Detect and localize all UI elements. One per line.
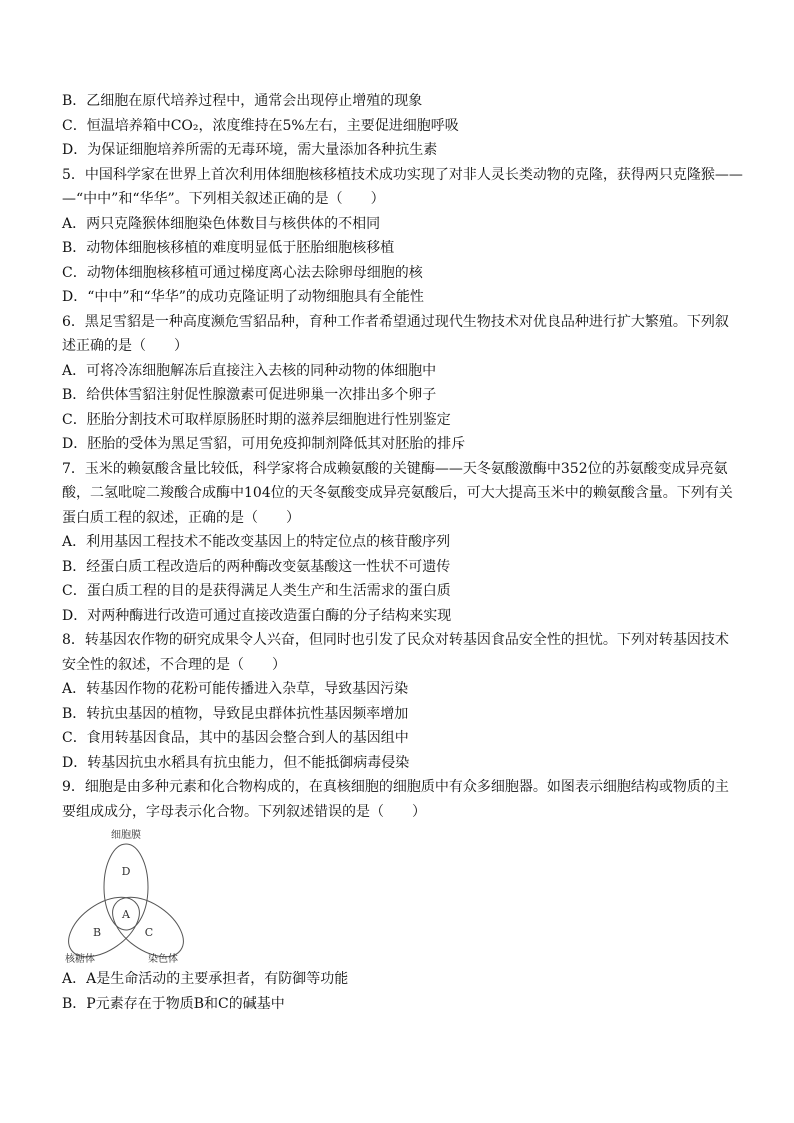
text-line: C．蛋白质工程的目的是获得满足人类生产和生活需求的蛋白质 — [62, 583, 451, 599]
question-text-block — [62, 89, 743, 824]
text-line: A．利用基因工程技术不能改变基因上的特定位点的核苷酸序列 — [62, 534, 451, 550]
text-line: 蛋白质工程的叙述，正确的是（ ） — [62, 509, 300, 526]
text-line: C．胚胎分割技术可取样原肠胚时期的滋养层细胞进行性别鉴定 — [62, 411, 451, 428]
text-line: C．动物体细胞核移植可通过梯度离心法去除卵母细胞的核 — [62, 264, 423, 281]
label-chromosome: 染色体 — [148, 954, 178, 965]
text-line: B．P元素存在于物质B和C的碱基中 — [62, 995, 285, 1012]
text-line: 8．转基因农作物的研究成果令人兴奋，但同时也引发了民众对转基因食品安全性的担忧。下列对转基因技术 — [62, 632, 729, 648]
text-line: 安全性的叙述，不合理的是（ ） — [62, 656, 286, 673]
text-line: 5．中国科学家在世界上首次利用体细胞核移植技术成功实现了对非人灵长类动物的克隆，获得两只克隆猴—— — [62, 166, 743, 183]
text-line: D．“中中”和“华华”的成功克隆证明了动物细胞具有全能性 — [62, 289, 424, 305]
text-line: 9．细胞是由多种元素和化合物构成的，在真核细胞的细胞质中有众多细胞器。如图表示细胞结构或物质的主 — [62, 779, 729, 795]
text-line: D．对两种酶进行改造可通过直接改造蛋白酶的分子结构来实现 — [62, 607, 452, 624]
venn-diagram-figure — [62, 828, 734, 965]
text-line: A．两只克隆猴体细胞染色体数目与核供体的不相同 — [62, 215, 381, 232]
text-line: B．经蛋白质工程改造后的两种酶改变氨基酸这一性状不可遗传 — [62, 558, 451, 575]
option-text-block — [62, 967, 734, 1016]
letter-d: D — [121, 865, 131, 878]
letter-b: B — [92, 926, 102, 939]
text-line: A．可将冷冻细胞解冻后直接注入去核的同种动物的体细胞中 — [62, 362, 437, 379]
question-content — [62, 89, 743, 1016]
text-line: B．乙细胞在原代培养过程中，通常会出现停止增殖的现象 — [62, 93, 423, 109]
label-cell-membrane: 细胞膜 — [111, 830, 141, 841]
text-line: 7．玉米的赖氨酸含量比较低，科学家将合成赖氨酸的关键酶——天冬氨酸激酶中352位的苏氨酸变成异亮氨 — [62, 460, 728, 477]
text-line: B．转抗虫基因的植物，导致昆虫群体抗性基因频率增加 — [62, 705, 409, 722]
text-line: 酸，二氢吡啶二羧酸合成酶中104位的天冬氨酸变成异亮氨酸后，可大大提高玉米中的赖氨酸含量。下列有关 — [62, 485, 733, 501]
text-line: D．转基因抗虫水稻具有抗虫能力，但不能抵御病毒侵染 — [62, 754, 410, 771]
text-line: C．食用转基因食品，其中的基因会整合到人的基因组中 — [62, 730, 409, 746]
text-line: D．为保证细胞培养所需的无毒环境，需大量添加各种抗生素 — [62, 142, 438, 158]
letter-c: C — [144, 926, 154, 939]
label-ribosome: 核糖体 — [65, 954, 95, 965]
text-line: A．转基因作物的花粉可能传播进入杂草，导致基因污染 — [62, 681, 409, 697]
text-line: D．胚胎的受体为黑足雪貂，可用免疫抑制剂降低其对胚胎的排斥 — [62, 436, 466, 452]
text-line: 要组成成分，字母表示化合物。下列叙述错误的是（ ） — [62, 803, 426, 820]
text-line: —“中中”和“华华”。下列相关叙述正确的是（ ） — [62, 191, 385, 207]
text-line: C．恒温培养箱中CO₂，浓度维持在5%左右，主要促进细胞呼吸 — [62, 117, 459, 134]
text-line: 述正确的是（ ） — [62, 338, 188, 354]
text-line: 6．黑足雪貂是一种高度濒危雪貂品种，育种工作者希望通过现代生物技术对优良品种进行扩大繁殖。下列叙 — [62, 313, 729, 330]
venn-diagram — [62, 828, 262, 965]
text-line: B．动物体细胞核移植的难度明显低于胚胎细胞核移植 — [62, 240, 395, 256]
text-line: A．A是生命活动的主要承担者，有防御等功能 — [62, 971, 349, 987]
text-line: B．给供体雪貂注射促性腺激素可促进卵巢一次排出多个卵子 — [62, 387, 437, 403]
letter-a: A — [122, 908, 130, 921]
